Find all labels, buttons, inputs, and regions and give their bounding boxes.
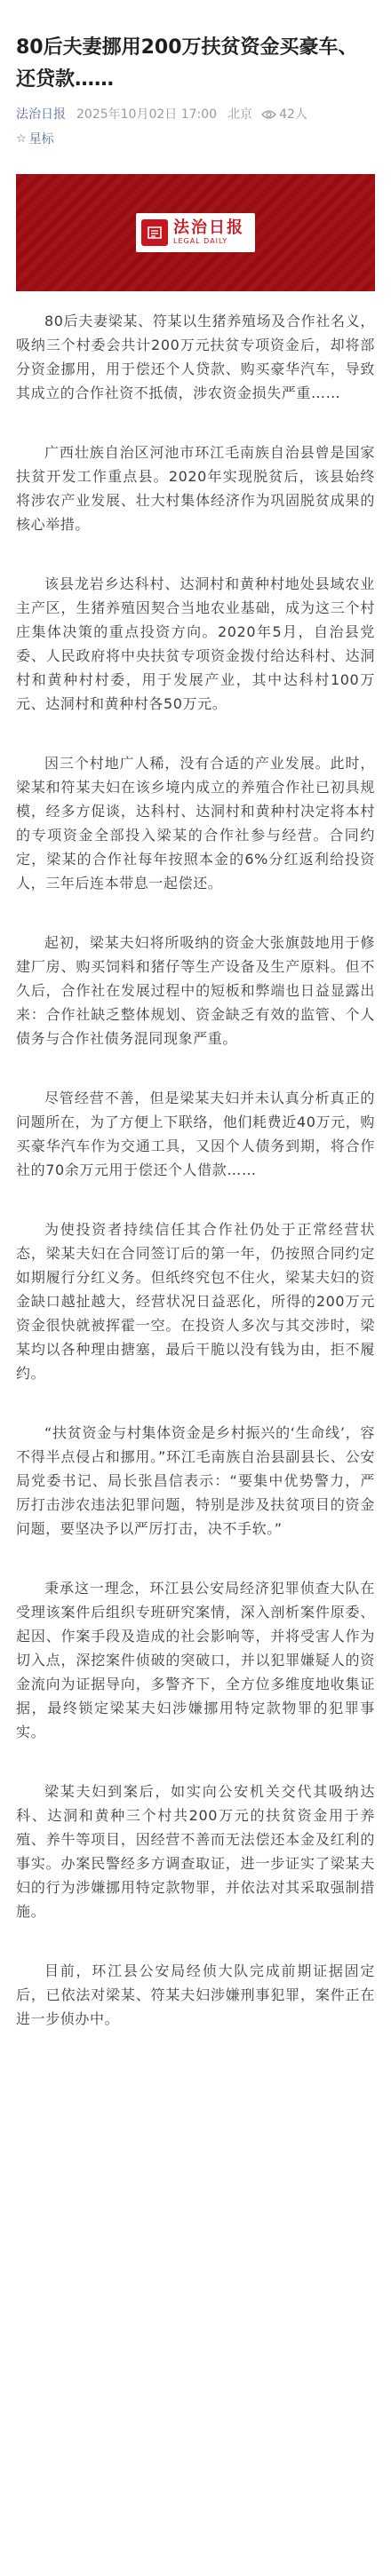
paragraph: 广西壮族自治区河池市环江毛南族自治县曾是国家扶贫开发工作重点县。2020年实现脱贫后，该县始终将涉农产业发展、壮大村集体经济作为巩固脱贫成果的核心举措。 xyxy=(16,444,375,533)
paragraph: 尽管经营不善，但是梁某夫妇并未认真分析真正的问题所在，为了方便上下联络，他们耗费近40万元，购买豪华汽车作为交通工具，又因个人债务到期，将合作社的70余万元用于偿还个人借款…… xyxy=(16,1090,375,1178)
star-button[interactable] xyxy=(16,130,375,149)
header-banner xyxy=(16,174,375,291)
eye-icon xyxy=(261,109,276,120)
source-link[interactable]: 法治日报 xyxy=(16,107,66,122)
legal-daily-logo xyxy=(136,213,255,252)
publish-location: 北京 xyxy=(227,107,253,122)
paragraph: 起初，梁某夫妇将所吸纳的资金大张旗鼓地用于修建厂房、购买饲料和猪仔等生产设备及生产原料。但不久后，合作社在发展过程中的短板和弊端也日益显露出来：合作社缺乏整体规划、资金缺乏有效的监管、个人债务与合作社债务混同现象严重。 xyxy=(16,934,375,1047)
paragraph: 为使投资者持续信任其合作社仍处于正常经营状态，梁某夫妇在合同签订后的第一年，仍按照合同约定如期履行分红义务。但纸终究包不住火，梁某夫妇的资金缺口越扯越大，经营状况日益恶化，所得的200万元资金很快就被挥霍一空。在投资人多次与其交涉时，梁某均以各种理由搪塞，最后干脆以没有钱为由，拒不履约。 xyxy=(16,1221,375,1382)
logo-subtitle: LEGAL DAILY xyxy=(173,237,228,245)
paragraph: 因三个村地广人稀，没有合适的产业发展。此时，梁某和符某夫妇在该乡境内成立的养殖合作社已初具规模，经多方促谈，达科村、达洞村和黄种村决定将本村的专项资金全部投入梁某的合作社参与经营。合同约定，梁某的合作社每年按照本金的6%分红返利给投资人，三年后连本带息一起偿还。 xyxy=(16,755,375,892)
logo-title: 法治日报 xyxy=(173,218,244,237)
paragraph: 80后夫妻梁某、符某以生猪养殖场及合作社名义，吸纳三个村委会共计200万元扶贫专项资金后，却将部分资金挪用，用于偿还个人贷款、购买豪华汽车，导致其成立的合作社资不抵债，涉农资金损失严重…… xyxy=(16,313,375,401)
newspaper-icon xyxy=(141,219,168,246)
paragraph: 秉承这一理念，环江县公安局经济犯罪侦查大队在受理该案件后组织专班研究案情，深入剖析案件原委、起因、作案手段及造成的社会影响等，并将受害人作为切入点，深挖案件侦破的突破口，并以犯罪嫌疑人的资金流向为证据导向，多警齐下，全方位多维度地收集证据，最终锁定梁某夫妇涉嫌挪用特定款物罪的犯罪事实。 xyxy=(16,1580,375,1740)
star-icon: ☆ xyxy=(16,132,27,146)
article-meta xyxy=(16,105,375,124)
article-body xyxy=(16,309,375,2031)
paragraph: 目前，环江县公安局经侦大队完成前期证据固定后，已依法对梁某、符某夫妇涉嫌刑事犯罪，案件正在进一步侦办中。 xyxy=(16,1962,375,2027)
paragraph: 该县龙岩乡达科村、达洞村和黄种村地处县域农业主产区，生猪养殖因契合当地农业基础，成为这三个村庄集体决策的重点投资方向。2020年5月，自治县党委、人民政府将中央扶贫专项资金拨付给达科村、达洞村和黄种村村委，用于发展产业，其中达科村100万元、达洞村和黄种村各50万元。 xyxy=(16,575,375,712)
publish-date: 2025年10月02日 17:00 xyxy=(76,107,218,122)
article-title: 80后夫妻挪用200万扶贫资金买豪车、还贷款…… xyxy=(16,36,358,91)
view-count xyxy=(261,105,307,124)
star-label: 星标 xyxy=(28,132,54,147)
paragraph: 梁某夫妇到案后，如实向公安机关交代其吸纳达科、达洞和黄种三个村共200万元的扶贫资金用于养殖、养牛等项目，因经营不善而无法偿还本金及红利的事实。办案民警经多方调查取证，进一步证实了梁某夫妇的行为涉嫌挪用特定款物罪，并依法对其采取强制措施。 xyxy=(16,1783,375,1920)
logo-text xyxy=(173,219,244,246)
view-count-value: 42人 xyxy=(279,107,307,122)
paragraph: “扶贫资金与村集体资金是乡村振兴的‘生命线’，容不得半点侵占和挪用。”环江毛南族自治县副县长、公安局党委书记、局长张昌信表示：“要集中优势警力，严厉打击涉农违法犯罪问题，特别是涉及扶贫项目的资金问题，要坚决予以严厉打击，决不手软。” xyxy=(16,1424,375,1537)
